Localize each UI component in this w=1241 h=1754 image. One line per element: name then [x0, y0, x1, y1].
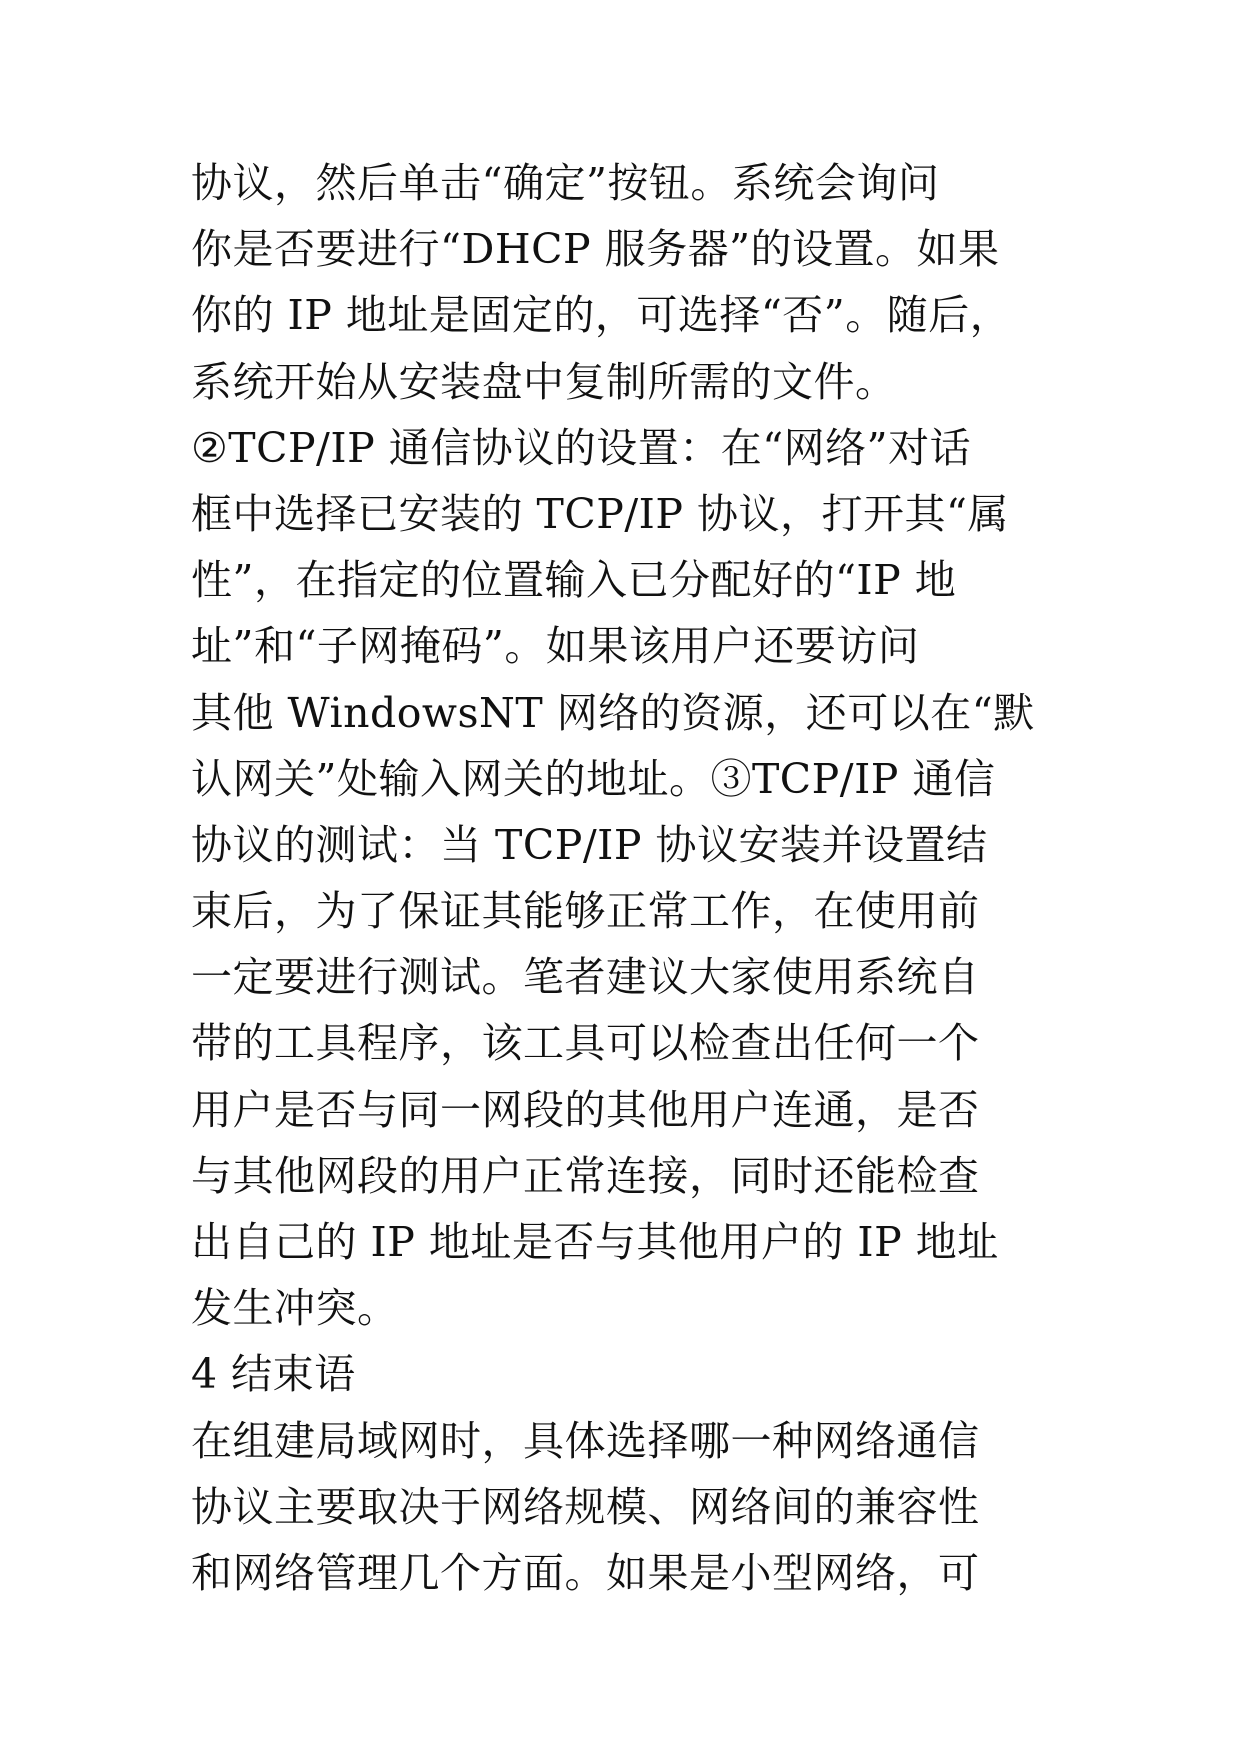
text-line: 性”，在指定的位置输入已分配好的“IP 地 — [191, 556, 957, 605]
text-line: 和网络管理几个方面。如果是小型网络，可 — [191, 1548, 980, 1597]
text-line: 你是否要进行“DHCP 服务器”的设置。如果 — [191, 225, 1000, 274]
text-line: 你的 IP 地址是固定的，可选择“否”。随后， — [191, 291, 1012, 340]
text-line: 系统开始从安装盘中复制所需的文件。 — [191, 357, 897, 406]
text-line: 在组建局域网时，具体选择哪一种网络通信 — [191, 1416, 980, 1465]
text-line: 用户是否与同一网段的其他用户连通，是否 — [191, 1085, 980, 1134]
text-line: 协议，然后单击“确定”按钮。系统会询问 — [191, 159, 940, 207]
text-line: 一定要进行测试。笔者建议大家使用系统自 — [191, 953, 980, 1002]
text-line: 认网关”处输入网关的地址。③TCP/IP 通信 — [191, 754, 996, 803]
text-line: 束后，为了保证其能够正常工作，在使用前 — [191, 887, 980, 936]
text-line: 协议主要取决于网络规模、网络间的兼容性 — [191, 1482, 980, 1531]
text-line: 框中选择已安装的 TCP/IP 协议，打开其“属 — [191, 489, 1009, 538]
text-line: 发生冲突。 — [191, 1284, 399, 1333]
text-line: 与其他网段的用户正常连接，同时还能检查 — [191, 1151, 980, 1200]
text-line: 其他 WindowsNT 网络的资源，还可以在“默 — [191, 688, 1035, 737]
body-text — [191, 150, 1091, 1606]
text-line: 带的工具程序，该工具可以检查出任何一个 — [191, 1019, 980, 1068]
section-heading: 4 结束语 — [191, 1350, 356, 1399]
text-line: 址”和“子网掩码”。如果该用户还要访问 — [191, 622, 920, 671]
text-line: ②TCP/IP 通信协议的设置：在“网络”对话 — [191, 423, 972, 472]
text-line: 协议的测试：当 TCP/IP 协议安装并设置结 — [191, 820, 988, 869]
text-line: 出自己的 IP 地址是否与其他用户的 IP 地址 — [191, 1218, 999, 1266]
